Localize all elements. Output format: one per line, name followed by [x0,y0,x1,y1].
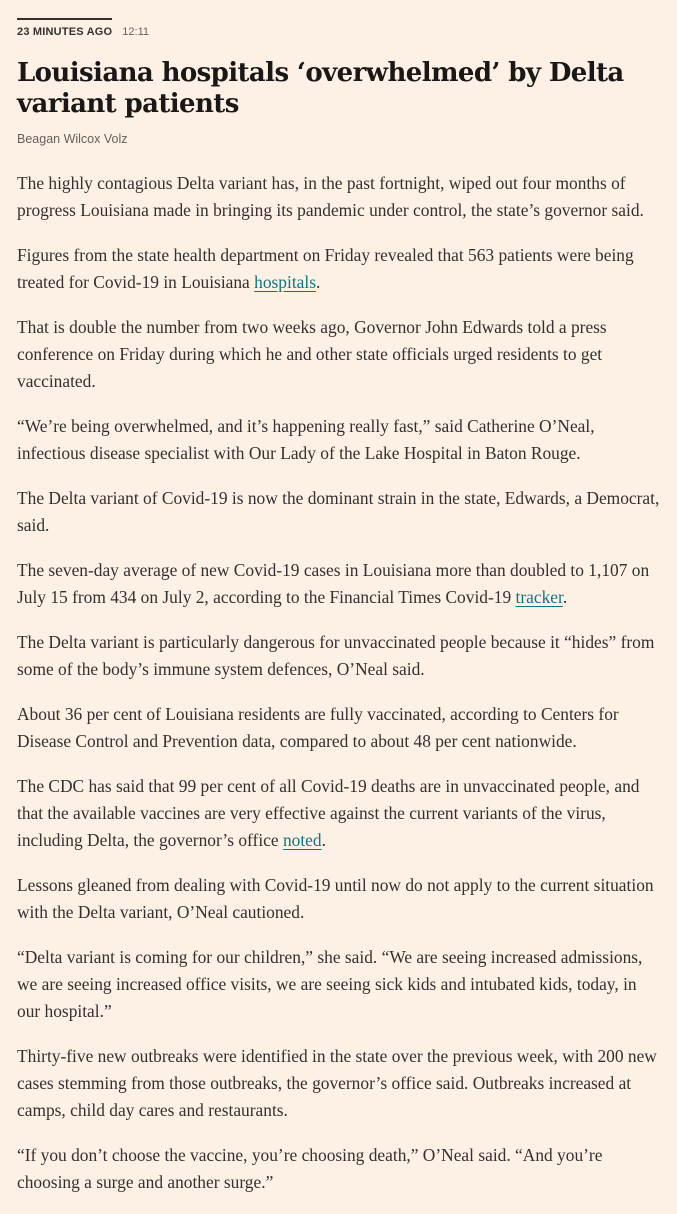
article-paragraph: “If you don’t choose the vaccine, you’re choosing death,” O’Neal said. “And you’re choosing a surge and another surge.” [17,1145,603,1192]
article-paragraph [17,242,661,296]
article-paragraph: Thirty-five new outbreaks were identified in the state over the previous week, with 200 new cases stemming from those outbreaks, the governor’s office said. Outbreaks increased at camps, child day cares and restaurants. [17,1046,657,1120]
article-paragraph: “We’re being overwhelmed, and it’s happening really fast,” said Catherine O’Neal, infectious disease specialist with Our Lady of the Lake Hospital in Baton Rouge. [17,416,595,463]
hospitals-link[interactable]: hospitals [254,272,316,292]
timestamp-row [17,18,149,42]
article-paragraph: The Delta variant is particularly dangerous for unvaccinated people because it “hides” from some of the body’s immune system defences, O’Neal said. [17,632,655,679]
article-body [17,170,661,1214]
paragraph-text: . [315,272,321,292]
paragraph-text: The seven-day average of new Covid-19 cases in Louisiana more than doubled to 1,107 on July 15 from 434 on July 2, according to the Financial Times Covid-19 [17,560,650,607]
article-paragraph: “Delta variant is coming for our children,” she said. “We are seeing increased admissions, we are seeing increased office visits, we are seeing sick kids and intubated kids, today, in our hospital.” [17,947,643,1021]
article-paragraph: About 36 per cent of Louisiana residents are fully vaccinated, according to Centers for Disease Control and Prevention data, compared to about 48 per cent nationwide. [17,704,619,751]
noted-link[interactable]: noted [282,830,322,850]
article-headline: Louisiana hospitals ‘overwhelmed’ by Delta variant patients [17,58,624,119]
clock-timestamp: 12:11 [122,26,150,38]
author-byline[interactable]: Beagan Wilcox Volz [17,132,128,146]
paragraph-text: . [562,587,568,607]
article-paragraph [17,557,661,611]
paragraph-text: Figures from the state health department on Friday revealed that 563 patients were being treated for Covid-19 in Louisiana [17,245,634,292]
article-paragraph: Lessons gleaned from dealing with Covid-19 until now do not apply to the current situation with the Delta variant, O’Neal cautioned. [17,875,654,922]
relative-timestamp: 23 MINUTES AGO [17,18,112,39]
article-paragraph: The highly contagious Delta variant has, in the past fortnight, wiped out four months of progress Louisiana made in bringing its pandemic under control, the state’s governor said. [17,173,644,220]
article-paragraph: That is double the number from two weeks ago, Governor John Edwards told a press conference on Friday during which he and other state officials urged residents to get vaccinated. [17,317,607,391]
article-paragraph: The Delta variant of Covid-19 is now the dominant strain in the state, Edwards, a Democrat, said. [17,488,660,535]
tracker-link[interactable]: tracker [515,587,563,607]
paragraph-text: The CDC has said that 99 per cent of all Covid-19 deaths are in unvaccinated people, and that the available vaccines are very effective against the current variants of the virus, including Delta, the governor’s office [17,776,640,850]
paragraph-text: . [321,830,326,850]
article-paragraph [17,773,661,854]
